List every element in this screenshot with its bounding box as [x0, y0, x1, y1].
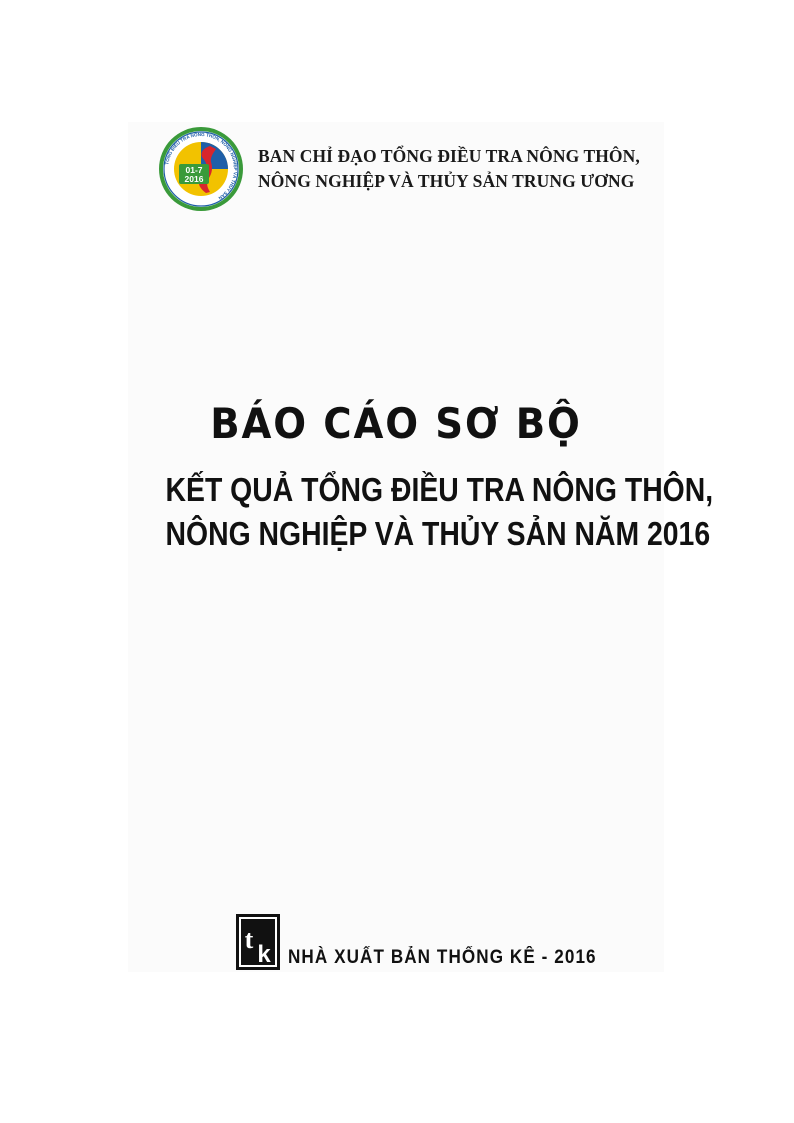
- publisher-block: [236, 914, 631, 970]
- report-subtitle-line-2: NÔNG NGHIỆP VÀ THỦY SẢN NĂM 2016: [165, 515, 711, 552]
- census-emblem-icon: [158, 126, 244, 212]
- report-title: BÁO CÁO SƠ BỘ: [210, 399, 582, 448]
- report-title-block: [128, 398, 714, 556]
- emblem-ring-path-text: TỔNG ĐIỀU TRA NÔNG THÔN, NÔNG NGHIỆP VÀ THỦY SẢN: [164, 131, 239, 201]
- publisher-tk-logo-icon: [236, 914, 280, 970]
- report-subtitle-line-1: KẾT QUẢ TỔNG ĐIỀU TRA NÔNG THÔN,: [165, 471, 714, 508]
- organization-line-2: NÔNG NGHIỆP VÀ THỦY SẢN TRUNG ƯƠNG: [258, 171, 635, 191]
- publisher-name: NHÀ XUẤT BẢN THỐNG KÊ - 2016: [288, 947, 597, 968]
- publisher-logo-letter-k: k: [257, 941, 271, 968]
- cover-header: [158, 126, 640, 212]
- emblem-date: 01-7: [185, 165, 203, 175]
- organization-name: [258, 144, 640, 194]
- publisher-logo-letter-t: t: [244, 925, 254, 954]
- organization-line-1: BAN CHỈ ĐẠO TỔNG ĐIỀU TRA NÔNG THÔN,: [258, 146, 640, 166]
- emblem-year: 2016: [184, 174, 204, 184]
